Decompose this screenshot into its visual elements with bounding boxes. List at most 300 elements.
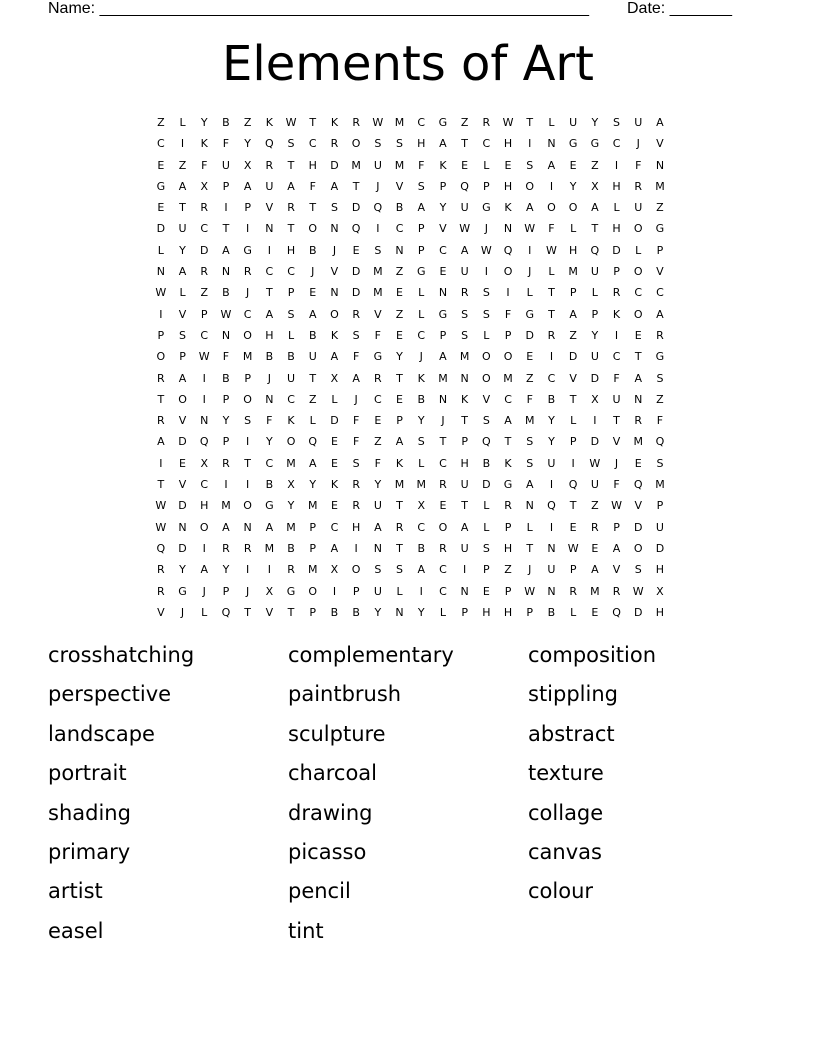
- grid-letter: H: [503, 137, 513, 151]
- grid-letter: M: [394, 478, 405, 492]
- grid-letter: U: [373, 584, 382, 598]
- grid-letter: D: [612, 243, 621, 257]
- grid-letter: N: [547, 137, 556, 151]
- grid-letter: D: [351, 286, 361, 300]
- grid-letter: I: [549, 350, 554, 364]
- grid-letter: C: [330, 520, 339, 534]
- grid-letter: I: [202, 371, 206, 385]
- grid-letter: I: [159, 307, 163, 321]
- grid-letter: M: [524, 414, 535, 428]
- grid-letter: Z: [200, 286, 208, 300]
- grid-letter: O: [351, 137, 361, 151]
- grid-letter: Q: [373, 201, 383, 215]
- grid-letter: J: [354, 392, 358, 406]
- grid-letter: R: [157, 563, 165, 577]
- grid-letter: O: [633, 541, 643, 555]
- grid-letter: L: [287, 328, 295, 342]
- grid-letter: I: [180, 137, 185, 151]
- word-list-item: shading: [48, 800, 131, 825]
- grid-letter: I: [614, 328, 619, 342]
- grid-row: [150, 346, 670, 367]
- grid-letter: B: [330, 605, 339, 619]
- grid-letter: K: [265, 116, 273, 129]
- grid-letter: L: [201, 605, 208, 619]
- grid-letter: A: [656, 307, 664, 321]
- word-list-item: landscape: [48, 721, 155, 746]
- grid-letter: P: [461, 435, 468, 449]
- grid-letter: O: [633, 307, 643, 321]
- grid-letter: F: [613, 371, 620, 385]
- grid-row: [150, 602, 670, 623]
- grid-letter: P: [656, 499, 664, 513]
- grid-letter: A: [178, 179, 187, 193]
- grid-letter: Z: [591, 499, 599, 513]
- name-label: Name: _______________________________________________________: [48, 0, 589, 17]
- grid-letter: S: [526, 435, 534, 449]
- grid-letter: M: [568, 265, 578, 279]
- grid-letter: P: [526, 605, 534, 619]
- grid-letter: P: [483, 563, 490, 577]
- grid-letter: P: [222, 179, 230, 193]
- grid-letter: A: [547, 158, 556, 172]
- grid-letter: Q: [482, 435, 491, 449]
- grid-row: [150, 197, 670, 218]
- grid-letter: C: [504, 392, 512, 406]
- grid-letter: R: [591, 520, 599, 534]
- grid-letter: I: [549, 179, 554, 193]
- grid-letter: A: [525, 478, 534, 492]
- grid-letter: Q: [633, 478, 643, 492]
- grid-letter: S: [482, 541, 490, 555]
- grid-letter: D: [156, 222, 166, 236]
- grid-row: [150, 218, 670, 239]
- grid-letter: K: [330, 328, 339, 342]
- grid-row: [150, 559, 670, 580]
- grid-letter: L: [483, 328, 490, 342]
- grid-letter: J: [246, 584, 250, 598]
- grid-letter: A: [374, 520, 382, 534]
- grid-letter: M: [394, 116, 405, 129]
- grid-letter: O: [243, 328, 252, 342]
- grid-letter: A: [308, 307, 317, 321]
- grid-letter: A: [308, 456, 317, 470]
- grid-letter: F: [201, 158, 208, 172]
- grid-letter: C: [417, 116, 426, 129]
- grid-letter: U: [634, 116, 643, 129]
- grid-letter: L: [331, 392, 338, 406]
- grid-letter: P: [439, 179, 447, 193]
- grid-letter: E: [634, 456, 642, 470]
- word-list-item: paintbrush: [288, 682, 402, 707]
- grid-letter: F: [504, 307, 512, 321]
- grid-letter: C: [612, 137, 621, 151]
- grid-letter: A: [330, 179, 339, 193]
- grid-letter: B: [265, 350, 274, 364]
- grid-letter: I: [246, 222, 250, 236]
- grid-letter: L: [418, 456, 425, 470]
- grid-letter: J: [311, 265, 315, 279]
- grid-letter: N: [395, 243, 404, 257]
- grid-letter: Y: [244, 137, 251, 151]
- grid-letter: N: [178, 520, 187, 534]
- grid-letter: L: [483, 499, 490, 513]
- grid-letter: Q: [308, 435, 318, 449]
- grid-letter: L: [570, 414, 577, 428]
- grid-letter: C: [439, 456, 447, 470]
- grid-letter: B: [547, 605, 556, 619]
- grid-letter: P: [309, 541, 317, 555]
- grid-letter: L: [309, 414, 316, 428]
- grid-letter: E: [591, 605, 599, 619]
- grid-letter: H: [460, 456, 469, 470]
- grid-letter: O: [438, 520, 448, 534]
- grid-letter: B: [222, 116, 230, 129]
- grid-letter: U: [547, 456, 556, 470]
- grid-letter: V: [395, 179, 404, 193]
- grid-letter: Y: [548, 435, 555, 449]
- grid-letter: E: [157, 201, 165, 215]
- grid-letter: F: [656, 414, 664, 428]
- grid-letter: Y: [265, 435, 273, 449]
- grid-letter: B: [417, 392, 425, 406]
- grid-letter: M: [655, 179, 665, 193]
- grid-letter: T: [157, 478, 165, 492]
- grid-letter: N: [503, 222, 513, 236]
- grid-letter: M: [307, 563, 318, 577]
- grid-letter: E: [396, 392, 403, 406]
- grid-letter: P: [309, 520, 317, 534]
- grid-letter: D: [178, 499, 187, 513]
- grid-letter: N: [330, 222, 339, 236]
- grid-letter: L: [179, 286, 186, 300]
- grid-letter: Z: [656, 392, 664, 406]
- grid-letter: N: [634, 392, 643, 406]
- grid-letter: V: [178, 414, 187, 428]
- grid-letter: X: [417, 499, 425, 513]
- grid-letter: I: [376, 222, 380, 236]
- word-list-item: canvas: [528, 840, 602, 864]
- grid-letter: W: [198, 350, 210, 364]
- grid-letter: T: [634, 350, 642, 364]
- grid-letter: G: [438, 307, 448, 321]
- grid-letter: A: [395, 435, 404, 449]
- word-list-item: crosshatching: [48, 643, 195, 667]
- grid-letter: W: [220, 307, 232, 321]
- grid-letter: T: [548, 307, 555, 321]
- grid-letter: A: [222, 243, 230, 257]
- grid-letter: P: [504, 584, 512, 598]
- grid-letter: N: [547, 541, 556, 555]
- grid-letter: H: [503, 605, 513, 619]
- grid-letter: C: [395, 222, 404, 236]
- grid-letter: K: [504, 456, 512, 470]
- grid-letter: M: [394, 158, 405, 172]
- grid-letter: W: [285, 116, 297, 129]
- grid-letter: L: [613, 201, 620, 215]
- grid-letter: W: [632, 584, 644, 598]
- grid-letter: N: [221, 265, 231, 279]
- grid-letter: J: [614, 456, 619, 470]
- grid-letter: K: [504, 201, 512, 215]
- grid-letter: S: [417, 179, 425, 193]
- grid-letter: R: [222, 456, 230, 470]
- grid-letter: D: [633, 520, 643, 534]
- grid-letter: U: [460, 478, 469, 492]
- grid-letter: U: [655, 520, 664, 534]
- grid-letter: X: [591, 392, 599, 406]
- grid-letter: V: [482, 392, 491, 406]
- grid-letter: T: [309, 201, 317, 215]
- grid-letter: S: [287, 307, 295, 321]
- grid-letter: I: [354, 541, 358, 555]
- grid-letter: P: [417, 243, 425, 257]
- grid-letter: C: [439, 243, 447, 257]
- grid-letter: R: [547, 328, 556, 342]
- grid-letter: D: [178, 541, 187, 555]
- grid-letter: H: [308, 158, 317, 172]
- grid-letter: T: [569, 499, 577, 513]
- grid-letter: U: [612, 392, 621, 406]
- grid-letter: X: [330, 371, 339, 385]
- grid-letter: N: [438, 286, 448, 300]
- grid-letter: F: [635, 158, 642, 172]
- grid-letter: J: [246, 286, 250, 300]
- grid-letter: F: [309, 179, 316, 193]
- grid-letter: P: [417, 222, 425, 236]
- grid-row: [150, 389, 670, 410]
- grid-letter: A: [243, 179, 252, 193]
- grid-letter: Q: [568, 478, 578, 492]
- grid-letter: X: [287, 478, 295, 492]
- grid-letter: A: [222, 520, 230, 534]
- grid-letter: J: [376, 179, 380, 193]
- grid-letter: G: [482, 201, 491, 215]
- grid-letter: V: [439, 222, 447, 236]
- grid-letter: F: [418, 158, 425, 172]
- grid-letter: I: [246, 478, 250, 492]
- grid-letter: B: [417, 541, 425, 555]
- grid-letter: A: [265, 307, 274, 321]
- grid-letter: H: [200, 499, 209, 513]
- grid-letter: T: [179, 201, 186, 215]
- grid-letter: R: [612, 286, 621, 300]
- grid-letter: Y: [396, 350, 403, 364]
- grid-row: [150, 517, 670, 538]
- grid-letter: J: [441, 414, 445, 428]
- grid-letter: Z: [569, 328, 577, 342]
- grid-letter: L: [483, 158, 490, 172]
- grid-letter: A: [460, 520, 469, 534]
- grid-letter: P: [244, 201, 251, 215]
- grid-letter: S: [526, 158, 534, 172]
- grid-letter: S: [482, 286, 490, 300]
- grid-letter: G: [438, 116, 448, 129]
- grid-letter: J: [636, 137, 640, 151]
- grid-letter: E: [330, 456, 338, 470]
- grid-letter: D: [330, 414, 339, 428]
- grid-letter: Q: [351, 222, 361, 236]
- grid-letter: O: [482, 350, 491, 364]
- grid-letter: P: [613, 520, 620, 534]
- grid-row: [150, 581, 670, 602]
- grid-letter: Y: [287, 499, 295, 513]
- word-list-item: charcoal: [288, 761, 377, 786]
- grid-letter: P: [179, 350, 186, 364]
- grid-letter: B: [308, 328, 317, 342]
- grid-letter: F: [352, 435, 360, 449]
- grid-letter: T: [396, 499, 403, 513]
- grid-letter: T: [548, 286, 555, 300]
- grid-letter: U: [373, 158, 382, 172]
- grid-letter: V: [330, 265, 339, 279]
- grid-letter: P: [483, 179, 490, 193]
- grid-letter: Y: [179, 243, 186, 257]
- grid-letter: E: [439, 499, 447, 513]
- grid-letter: N: [460, 371, 469, 385]
- grid-letter: W: [524, 222, 536, 236]
- grid-letter: R: [265, 158, 274, 172]
- grid-letter: E: [396, 328, 403, 342]
- grid-letter: V: [374, 307, 382, 321]
- grid-letter: W: [459, 222, 471, 236]
- grid-letter: U: [547, 563, 556, 577]
- grid-letter: H: [655, 605, 665, 619]
- grid-letter: D: [633, 605, 643, 619]
- grid-letter: I: [267, 243, 271, 257]
- grid-letter: D: [590, 435, 600, 449]
- grid-letter: A: [417, 563, 425, 577]
- grid-letter: A: [178, 371, 187, 385]
- grid-letter: I: [224, 478, 228, 492]
- grid-letter: O: [330, 307, 339, 321]
- grid-letter: T: [526, 541, 534, 555]
- grid-letter: G: [568, 137, 578, 151]
- grid-letter: Y: [200, 116, 208, 129]
- grid-letter: T: [309, 371, 317, 385]
- grid-letter: L: [439, 605, 446, 619]
- grid-letter: M: [590, 584, 600, 598]
- grid-letter: R: [243, 265, 252, 279]
- grid-letter: T: [396, 371, 403, 385]
- grid-letter: P: [396, 414, 403, 428]
- grid-letter: M: [307, 499, 318, 513]
- grid-letter: C: [547, 371, 556, 385]
- grid-letter: D: [482, 478, 491, 492]
- grid-letter: A: [352, 371, 360, 385]
- grid-letter: U: [265, 179, 274, 193]
- grid-letter: B: [287, 350, 295, 364]
- word-list-item: drawing: [288, 800, 373, 825]
- grid-letter: I: [246, 435, 250, 449]
- grid-letter: B: [265, 478, 274, 492]
- grid-letter: W: [502, 116, 514, 129]
- grid-letter: R: [460, 286, 469, 300]
- page-title: Elements of Art: [222, 36, 594, 92]
- grid-letter: Q: [547, 499, 556, 513]
- grid-letter: T: [265, 286, 273, 300]
- grid-letter: C: [200, 328, 209, 342]
- grid-letter: C: [265, 456, 274, 470]
- grid-letter: I: [202, 541, 206, 555]
- grid-row: [150, 133, 670, 154]
- grid-letter: Q: [503, 243, 513, 257]
- grid-letter: E: [330, 499, 338, 513]
- grid-letter: O: [503, 350, 513, 364]
- grid-letter: H: [503, 179, 513, 193]
- grid-letter: V: [265, 201, 274, 215]
- grid-letter: E: [569, 158, 577, 172]
- grid-letter: T: [504, 435, 512, 449]
- grid-letter: S: [352, 456, 360, 470]
- grid-letter: S: [613, 116, 621, 129]
- grid-letter: O: [243, 392, 252, 406]
- grid-letter: W: [372, 116, 384, 129]
- grid-letter: A: [265, 520, 274, 534]
- grid-letter: D: [568, 350, 578, 364]
- grid-letter: U: [373, 499, 382, 513]
- grid-letter: O: [199, 520, 209, 534]
- grid-letter: C: [417, 328, 426, 342]
- grid-letter: Z: [395, 265, 404, 279]
- grid-letter: M: [373, 286, 383, 300]
- grid-letter: P: [591, 307, 599, 321]
- grid-letter: L: [396, 584, 403, 598]
- grid-letter: Z: [395, 307, 404, 321]
- grid-letter: R: [243, 541, 252, 555]
- grid-letter: U: [460, 265, 469, 279]
- grid-letter: S: [417, 435, 425, 449]
- grid-letter: R: [352, 478, 360, 492]
- grid-letter: L: [526, 520, 533, 534]
- grid-letter: P: [569, 286, 577, 300]
- grid-row: [150, 155, 670, 176]
- grid-letter: A: [417, 201, 425, 215]
- grid-letter: A: [525, 201, 534, 215]
- grid-letter: Q: [590, 243, 600, 257]
- grid-row: [150, 176, 670, 197]
- grid-letter: S: [374, 563, 382, 577]
- grid-letter: P: [309, 605, 317, 619]
- grid-letter: P: [222, 584, 230, 598]
- grid-letter: K: [330, 478, 339, 492]
- word-list-item: perspective: [48, 682, 172, 707]
- grid-letter: F: [613, 478, 620, 492]
- grid-letter: S: [526, 456, 534, 470]
- grid-letter: R: [287, 563, 295, 577]
- grid-letter: B: [482, 456, 491, 470]
- word-list-item: pencil: [288, 879, 351, 904]
- word-list-item: collage: [528, 800, 604, 825]
- grid-letter: B: [395, 201, 404, 215]
- grid-letter: A: [330, 350, 339, 364]
- grid-letter: L: [418, 307, 425, 321]
- grid-letter: S: [330, 201, 338, 215]
- grid-letter: Q: [265, 137, 274, 151]
- grid-letter: O: [633, 265, 643, 279]
- grid-letter: T: [461, 137, 468, 151]
- grid-letter: H: [352, 520, 361, 534]
- word-list-item: picasso: [288, 840, 367, 864]
- grid-letter: Z: [656, 201, 664, 215]
- grid-letter: W: [480, 243, 492, 257]
- grid-letter: G: [178, 584, 187, 598]
- grid-letter: Z: [504, 563, 512, 577]
- grid-letter: A: [656, 116, 664, 129]
- grid-letter: X: [200, 179, 208, 193]
- grid-letter: G: [265, 499, 274, 513]
- grid-letter: P: [613, 265, 620, 279]
- grid-letter: R: [200, 201, 209, 215]
